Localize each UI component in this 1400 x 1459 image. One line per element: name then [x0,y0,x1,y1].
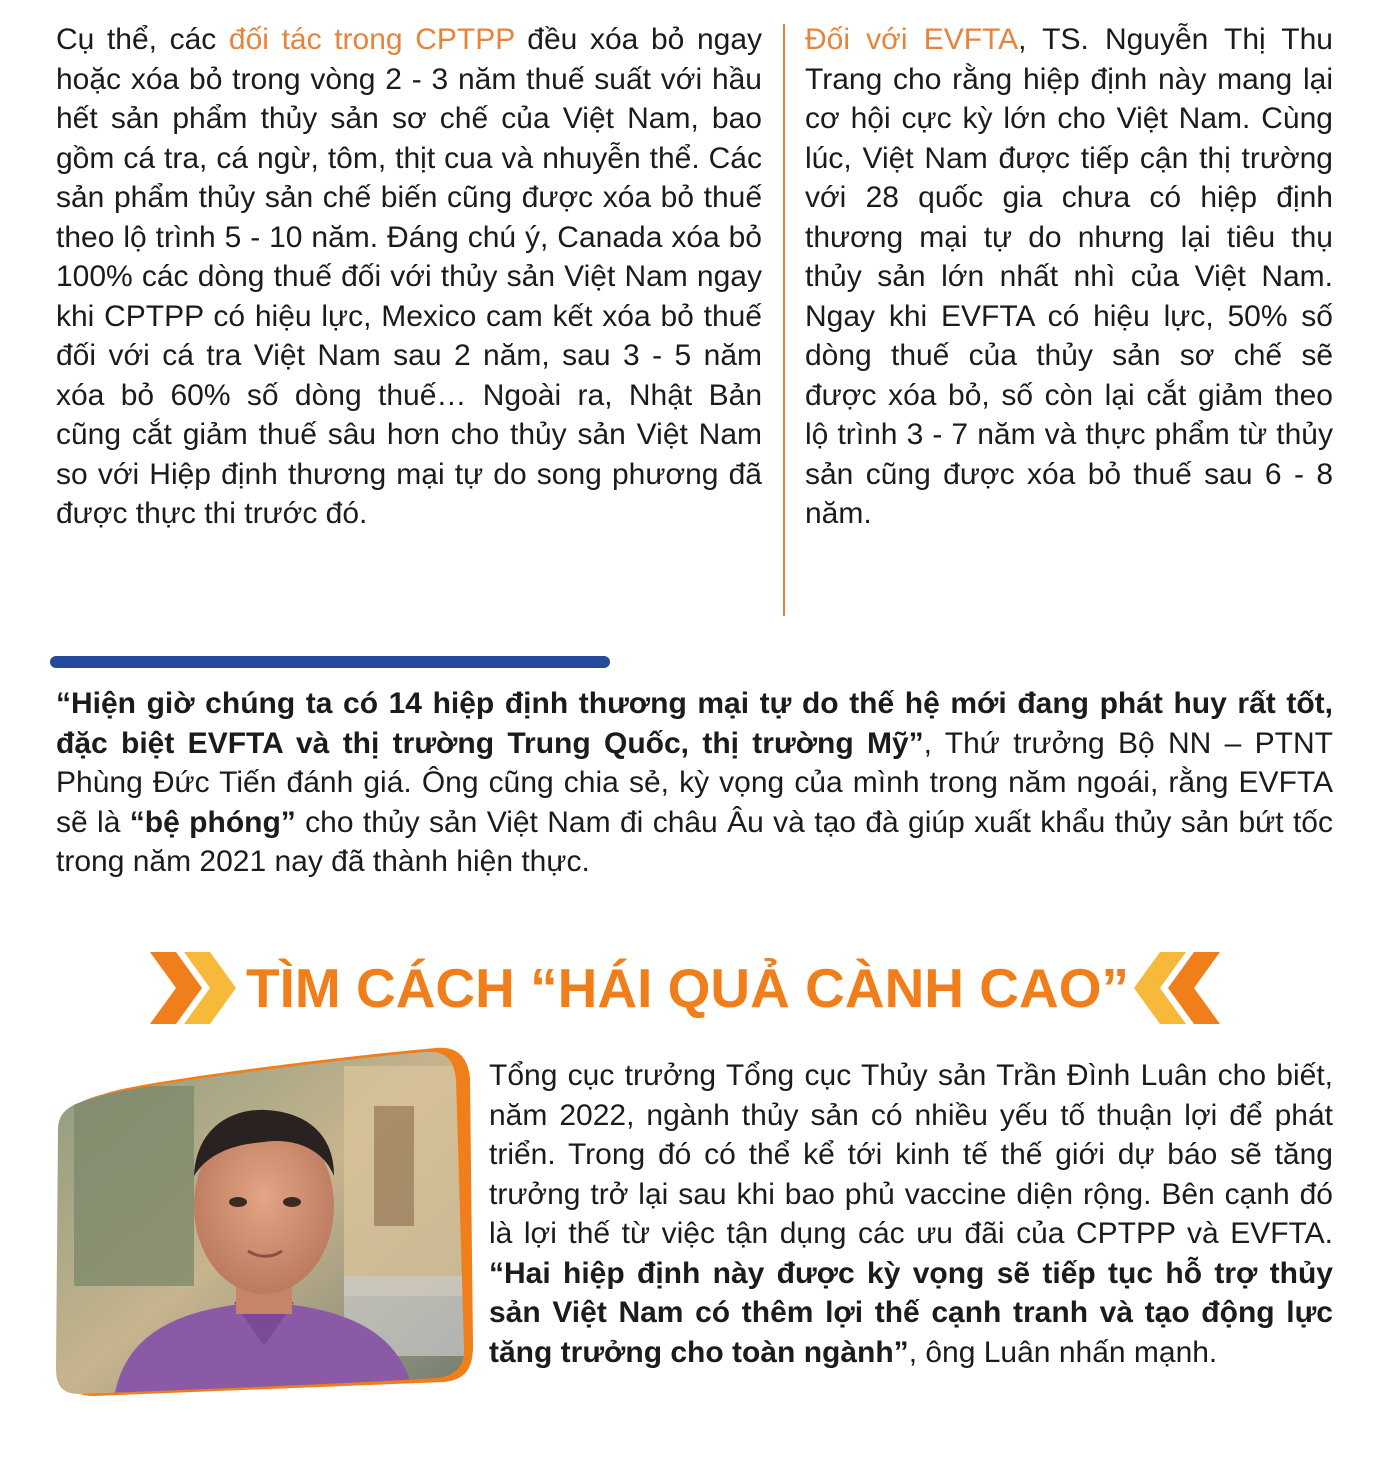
left-column-paragraph [56,20,762,534]
left-column-body: đều xóa bỏ ngay hoặc xóa bỏ trong vòng 2 - 3 năm thuế suất với hầu hết sản phẩm thủy sản sơ chế của Việt Nam, bao gồm cá tra, cá ngừ, tôm, thịt cua và nhuyễn thể. Các sản phẩm thủy sản chế biến cũng được xóa bỏ thuế theo lộ trình 5 - 10 năm. Đáng chú ý, Canada xóa bỏ 100% các dòng thuế đối với thủy sản Việt Nam ngay khi CPTPP có hiệu lực, Mexico cam kết xóa bỏ thuế đối với cá tra Việt Nam sau 2 năm, sau 3 - 5 năm xóa bỏ 60% số dòng thuế… Ngoài ra, Nhật Bản cũng cắt giảm thuế sâu hơn cho thủy sản Việt Nam so với Hiệp định thương mại tự do song phương đã được thực thi trước đó. [56,23,762,530]
quote-text-1: , Thứ trưởng Bộ NN – PTNT Phùng Đức Tiến đánh giá. Ông cũng chia sẻ, kỳ vọng của mình trong năm ngoái, rằng EVFTA sẽ là [56,726,1333,839]
quote-bold-statement: “Hiện giờ chúng ta có 14 hiệp định thương mại tự do thế hệ mới đang phát huy rất tốt, đặc biệt EVFTA và thị trường Trung Quốc, thị trường Mỹ” [56,687,1333,760]
bottom-text-1: Tổng cục trưởng Tổng cục Thủy sản Trần Đình Luân cho biết, năm 2022, ngành thủy sản có nhiều yếu tố thuận lợi để phát triển. Trong đó có thể kể tới kinh tế thế giới dự báo sẽ tăng trưởng trở lại sau khi bao phủ vaccine diện rộng. Bên cạnh đó là lợi thế từ việc tận dụng các ưu đãi của CPTPP và EVFTA. [489,1059,1333,1250]
quote-bold-launchpad: “bệ phóng” [129,805,296,839]
column-divider [783,24,785,616]
double-chevron-left-icon [1126,952,1220,1024]
official-portrait-photo [54,1046,474,1398]
bottom-column-paragraph [489,1056,1333,1372]
section-heading: TÌM CÁCH “HÁI QUẢ CÀNH CAO” [246,957,1130,1019]
quote-paragraph [56,684,1333,882]
cptpp-partners-highlight: đối tác trong CPTPP [228,23,515,56]
left-column-prefix: Cụ thể, các [56,23,229,56]
section-heading-row [150,948,1220,1028]
right-column-body: , TS. Nguyễn Thị Thu Trang cho rằng hiệp định này mang lại cơ hội cực kỳ lớn cho Việt Nam. Cùng lúc, Việt Nam được tiếp cận thị trường với 28 quốc gia chưa có hiệp định thương mại tự do nhưng lại tiêu thụ thủy sản lớn nhất nhì của Việt Nam. Ngay khi EVFTA có hiệu lực, 50% số dòng thuế của thủy sản sơ chế sẽ được xóa bỏ, số còn lại cắt giảm theo lộ trình 3 - 7 năm và thực phẩm từ thủy sản cũng được xóa bỏ thuế sau 6 - 8 năm. [805,23,1333,530]
portrait-image [54,1046,474,1398]
evfta-highlight: Đối với EVFTA [805,23,1019,56]
blue-separator-bar [50,656,610,668]
double-chevron-right-icon [150,952,244,1024]
bottom-text-2: , ông Luân nhấn mạnh. [908,1335,1218,1369]
quote-text-2: cho thủy sản Việt Nam đi châu Âu và tạo đà giúp xuất khẩu thủy sản bứt tốc trong năm 2021 nay đã thành hiện thực. [56,805,1333,878]
right-column-paragraph [805,20,1333,534]
bottom-bold-quote: “Hai hiệp định này được kỳ vọng sẽ tiếp tục hỗ trợ thủy sản Việt Nam có thêm lợi thế cạnh tranh và tạo động lực tăng trưởng cho toàn ngành” [489,1256,1333,1369]
